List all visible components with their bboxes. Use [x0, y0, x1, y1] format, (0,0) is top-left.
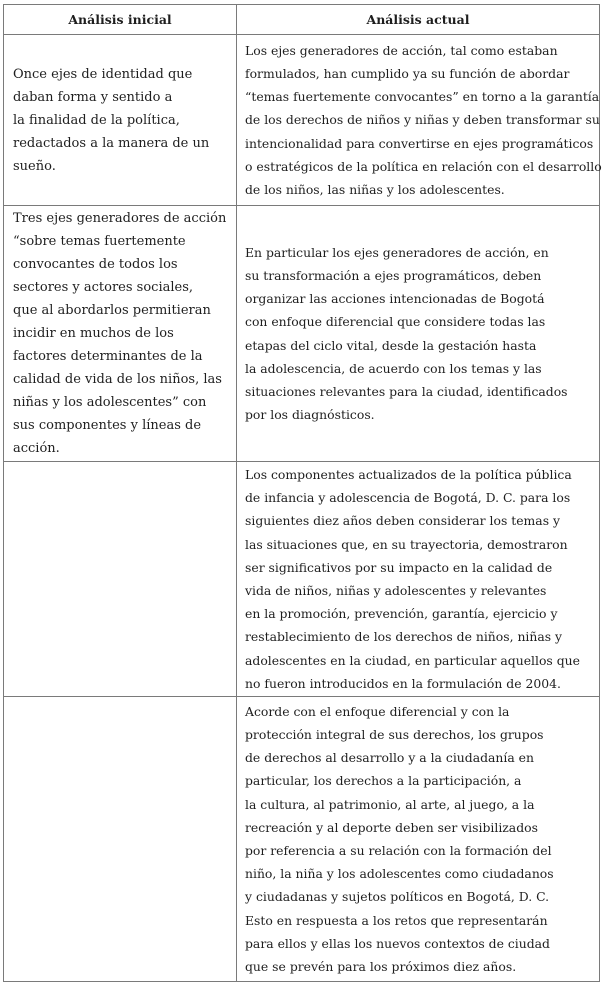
- text-line: Esto en respuesta a los retos que representarán: [245, 912, 548, 928]
- text-line: Once ejes de identidad que: [13, 66, 193, 82]
- text-line: siguientes diez años deben considerar los temas y: [245, 513, 560, 529]
- text-line: “temas fuertemente convocantes” en torno a la garantía: [245, 89, 600, 105]
- text-line: vida de niños, niñas y adolescentes y relevantes: [245, 583, 547, 598]
- cell-current: [237, 35, 600, 206]
- cell-initial: [4, 35, 237, 206]
- text-line: que al abordarlos permitieran: [13, 303, 211, 318]
- text-line: protección integral de sus derechos, los grupos: [245, 726, 544, 742]
- text-line: que se prevén para los próximos diez años.: [245, 959, 517, 975]
- text-line: acción.: [13, 441, 60, 456]
- text-line: redactados a la manera de un: [13, 135, 210, 151]
- text-line: niño, la niña y los adolescentes como ciudadanos: [245, 866, 554, 882]
- text-line: y ciudadanas y sujetos políticos en Bogotá, D. C.: [245, 889, 550, 905]
- text-line: calidad de vida de los niños, las: [13, 372, 222, 387]
- header-initial-analysis: Análisis inicial: [4, 5, 237, 35]
- text-line: niñas y los adolescentes” con: [13, 395, 207, 410]
- table-row: [4, 697, 600, 982]
- text-line: la adolescencia, de acuerdo con los temas y las: [245, 360, 542, 376]
- text-line: ser significativos por su impacto en la calidad de: [245, 559, 553, 575]
- text-line: particular, los derechos a la participación, a: [245, 773, 522, 789]
- text-line: sectores y actores sociales,: [13, 280, 194, 295]
- text-line: de derechos al desarrollo y a la ciudadanía en: [245, 750, 534, 766]
- text-line: organizar las acciones intencionadas de Bogotá: [245, 291, 545, 307]
- text-line: incidir en muchos de los: [13, 326, 174, 341]
- text-line: convocantes de todos los: [13, 257, 178, 272]
- table-row: [4, 462, 600, 697]
- text-line: para ellos y ellas los nuevos contextos de ciudad: [245, 935, 550, 951]
- text-line: Tres ejes generadores de acción: [13, 211, 227, 226]
- cell-current: [237, 206, 600, 462]
- text-line: o estratégicos de la política en relación con el desarrollo: [245, 158, 602, 174]
- header-row: [4, 5, 600, 35]
- table-row: [4, 206, 600, 462]
- text-line: de infancia y adolescencia de Bogotá, D. C. para los: [245, 490, 571, 506]
- text-line: recreación y al deporte deben ser visibilizados: [245, 819, 538, 835]
- text-line: sus componentes y líneas de: [13, 418, 202, 433]
- text-line: Los componentes actualizados de la política pública: [245, 466, 572, 482]
- text-line: sueño.: [13, 158, 56, 174]
- comparison-table: [3, 4, 600, 982]
- cell-current: [237, 697, 600, 982]
- text-line: de los niños, las niñas y los adolescentes.: [245, 182, 505, 197]
- text-line: situaciones relevantes para la ciudad, identificados: [245, 383, 568, 399]
- text-line: la finalidad de la política,: [13, 112, 180, 128]
- text-line: las situaciones que, en su trayectoria, demostraron: [245, 536, 568, 552]
- table-row: [4, 35, 600, 206]
- header-current-analysis: Análisis actual: [237, 5, 600, 35]
- text-line: intencionalidad para convertirse en ejes programáticos: [245, 135, 594, 151]
- text-line: la cultura, al patrimonio, al arte, al juego, a la: [245, 796, 535, 812]
- text-line: por referencia a su relación con la formación del: [245, 843, 552, 858]
- text-line: por los diagnósticos.: [245, 407, 375, 423]
- cell-initial: [4, 206, 237, 462]
- text-line: de los derechos de niños y niñas y deben transformar su: [245, 112, 600, 128]
- text-line: su transformación a ejes programáticos, deben: [245, 267, 542, 283]
- text-line: Acorde con el enfoque diferencial y con la: [245, 703, 510, 719]
- text-line: en la promoción, prevención, garantía, ejercicio y: [245, 606, 558, 622]
- text-line: etapas del ciclo vital, desde la gestación hasta: [245, 337, 537, 353]
- cell-initial-empty: [4, 462, 237, 697]
- text-line: con enfoque diferencial que considere todas las: [245, 314, 546, 330]
- text-line: restablecimiento de los derechos de niños, niñas y: [245, 629, 563, 645]
- text-line: “sobre temas fuertemente: [13, 234, 186, 249]
- text-line: no fueron introducidos en la formulación de 2004.: [245, 675, 561, 691]
- text-line: formulados, han cumplido ya su función de abordar: [245, 65, 570, 81]
- cell-initial-empty: [4, 697, 237, 982]
- text-line: daban forma y sentido a: [13, 89, 173, 105]
- text-line: En particular los ejes generadores de acción, en: [245, 244, 549, 260]
- text-line: factores determinantes de la: [13, 349, 203, 364]
- text-line: Los ejes generadores de acción, tal como estaban: [245, 42, 558, 58]
- text-line: adolescentes en la ciudad, en particular aquellos que: [245, 652, 580, 668]
- cell-current: [237, 462, 600, 697]
